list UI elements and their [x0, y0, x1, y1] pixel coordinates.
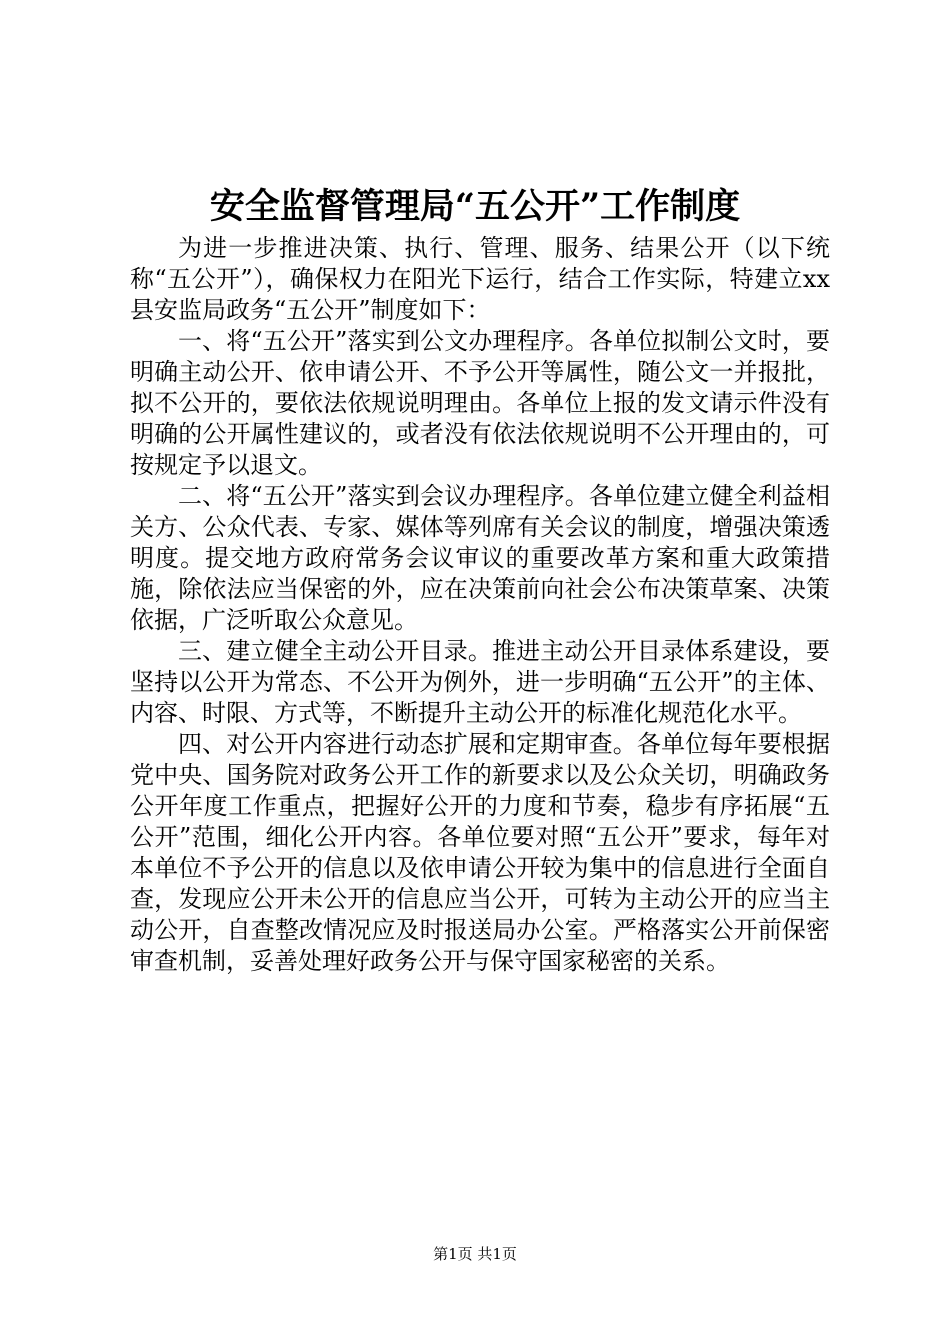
paragraph-section-2: 二、将“五公开”落实到会议办理程序。各单位建立健全利益相关方、公众代表、专家、媒体等列席有关会议的制度，增强决策透明度。提交地方政府常务会议审议的重要改革方案和重大政策措施，除依法应当保密的外，应在决策前向社会公布决策草案、决策依据，广泛听取公众意见。 — [130, 482, 830, 634]
document-body — [130, 233, 830, 977]
page-footer: 第1页 共1页 — [433, 1245, 517, 1263]
paragraph-section-1: 一、将“五公开”落实到公文办理程序。各单位拟制公文时，要明确主动公开、依申请公开、不予公开等属性，随公文一并报批，拟不公开的，要依法依规说明理由。各单位上报的发文请示件没有明确的公开属性建议的，或者没有依法依规说明不公开理由的，可按规定予以退文。 — [130, 327, 830, 479]
paragraph-section-4: 四、对公开内容进行动态扩展和定期审查。各单位每年要根据党中央、国务院对政务公开工作的新要求以及公众关切，明确政务公开年度工作重点，把握好公开的力度和节奏，稳步有序拓展“五公开”范围，细化公开内容。各单位要对照“五公开”要求，每年对本单位不予公开的信息以及依申请公开较为集中的信息进行全面自查，发现应公开未公开的信息应当公开，可转为主动公开的应当主动公开，自查整改情况应及时报送局办公室。严格落实公开前保密审查机制，妥善处理好政务公开与保守国家秘密的关系。 — [130, 730, 830, 975]
document-title: 安全监督管理局“五公开”工作制度 — [209, 186, 741, 227]
paragraph-intro: 为进一步推进决策、执行、管理、服务、结果公开（以下统称“五公开”），确保权力在阳光下运行，结合工作实际，特建立xx县安监局政务“五公开”制度如下： — [130, 234, 830, 324]
paragraph-section-3: 三、建立健全主动公开目录。推进主动公开目录体系建设，要坚持以公开为常态、不公开为例外，进一步明确“五公开”的主体、内容、时限、方式等，不断提升主动公开的标准化规范化水平。 — [130, 637, 830, 727]
